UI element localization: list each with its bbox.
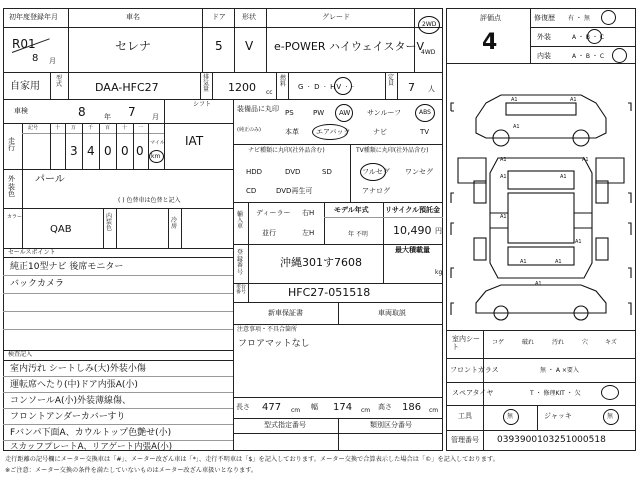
front-glass-value: 無 ・ A ×要入 — [540, 367, 579, 374]
displacement-value: 1200 — [228, 81, 256, 94]
inspector-note-5: Fバンパ下面A、カウルトップ色艶せ(小) — [10, 428, 172, 438]
damage-a1-3: A1 — [513, 124, 520, 130]
model-value: DAA-HFC27 — [95, 81, 159, 94]
mileage-unit-mile: マイル — [150, 140, 165, 146]
repair-none-circle — [601, 10, 616, 25]
damage-a1-12: A1 — [575, 239, 582, 245]
new-car-warranty: 新車保証書 — [268, 309, 303, 317]
chassis-value: HFC27-051518 — [288, 286, 371, 299]
damage-a1-6: A1 — [582, 157, 589, 163]
max-load-unit: kg — [435, 269, 443, 276]
equip-leather: 本革 — [285, 128, 299, 136]
mileage-label: 走行 — [8, 137, 15, 152]
nav-cd: CD — [246, 187, 257, 195]
height-value: 186 — [402, 402, 422, 413]
interior-color-label: 内装色 — [106, 213, 113, 232]
damage-a1-7: A1 — [560, 174, 567, 180]
doors-value: 5 — [215, 39, 223, 53]
first-reg-era: R01 — [12, 37, 36, 51]
interior-grade-options: A ・ B ・ C — [572, 53, 605, 60]
equip-pw: PW — [313, 109, 325, 117]
grade-value: e-POWER ハイウェイスターV — [274, 40, 424, 53]
shape-value: V — [245, 39, 254, 53]
equipment-title: 装備品に丸印 — [237, 105, 279, 113]
mileage-header-2: 万 — [71, 125, 77, 131]
drive-2wd: 2WD — [422, 21, 437, 28]
score-value: 4 — [482, 30, 498, 55]
vehicle-manual: 車両取説 — [378, 309, 406, 317]
width-unit: cm — [361, 407, 371, 414]
selling-point-2: バックカメラ — [10, 279, 65, 289]
displacement-unit: cc — [266, 89, 273, 96]
width-label: 幅 — [311, 403, 318, 411]
length-value: 477 — [262, 402, 282, 413]
selling-point-1: 純正10型ナビ 後席モニター — [10, 262, 124, 272]
exterior-color-label: 外装色 — [8, 175, 15, 199]
tv-analog: アナログ — [362, 187, 390, 195]
name-label: 車名 — [126, 13, 140, 21]
mileage-header-1: 十 — [55, 125, 61, 131]
fuel-hv-circle — [334, 77, 352, 95]
mileage-digit-1: 3 — [70, 144, 78, 158]
grade-label: グレード — [322, 13, 350, 21]
seat-hole: 穴 — [582, 339, 589, 346]
use-value: 自家用 — [10, 81, 40, 92]
tv-oneseg: ワンセグ — [405, 168, 433, 176]
seat-scorch: コゲ — [492, 339, 505, 346]
mileage-header-6: 一 — [138, 125, 144, 131]
capacity-unit: 人 — [428, 85, 435, 93]
first-reg-month: 8 — [32, 53, 39, 64]
import-label: 輸入車 — [237, 211, 244, 230]
inspection-label: 車検 — [14, 107, 28, 115]
chassis-label: 車台番号 — [236, 284, 247, 295]
first-reg-label: 初年度登録年月 — [9, 13, 58, 21]
width-value: 174 — [333, 402, 353, 413]
interior-c-circle — [612, 48, 627, 63]
spare-tire-label: スペアタイヤ — [452, 389, 494, 397]
inspector-note-4: フロントアンダーカバーすり — [10, 412, 126, 422]
damage-a1-4: A1 — [500, 157, 507, 163]
management-value: 0393900103251000518 — [497, 435, 606, 445]
management-label: 管理番号 — [451, 436, 479, 444]
score-label: 評価点 — [480, 14, 501, 22]
mileage-digit-5: 0 — [136, 144, 144, 158]
model-label: 型式 — [56, 75, 63, 88]
inspection-year-unit: 年 — [104, 113, 111, 121]
footer-line-2: ※ご注意：メーター交換の条件を満たしていないものはメーター改ざん車扱いとなります。 — [5, 467, 258, 474]
mileage-header-4: 百 — [105, 125, 111, 131]
capacity-value: 7 — [408, 81, 415, 94]
fuel-label: 燃料 — [280, 75, 287, 88]
color-code-value: QAB — [50, 224, 72, 235]
class-designation-label: 類別区分番号 — [370, 421, 412, 429]
import-left: 左H — [302, 229, 315, 237]
inspector-note-3: コンソールA(小)外装薄線傷、 — [10, 396, 131, 406]
inspector-notes-title: 検査記入 — [8, 351, 33, 358]
repair-label: 修復歴 — [534, 14, 555, 22]
mileage-digit-3: 0 — [104, 144, 112, 158]
front-glass-label: フロントガラス — [450, 366, 499, 374]
tv-types-title: TV種類に丸印(社外品含む) — [356, 147, 429, 154]
seat-dirt: 汚れ — [552, 339, 565, 346]
length-label: 長さ — [236, 403, 250, 411]
capacity-label: 定員 — [388, 74, 395, 87]
max-load-label: 最大積載量 — [395, 246, 430, 254]
inspection-year: 8 — [78, 105, 86, 119]
displacement-label: 排気量 — [203, 74, 210, 93]
spare-missing-circle — [601, 385, 619, 400]
exterior-color-note: ( ) 色替車は色替と記入 — [118, 197, 181, 204]
damage-a1-5: A1 — [500, 174, 507, 180]
shape-label: 形状 — [242, 13, 256, 21]
mileage-header-3: 千 — [88, 125, 94, 131]
registration-label: 登録番号 — [237, 249, 244, 276]
repair-options: 有 ・ 無 — [568, 15, 590, 22]
equip-airbag: エアバック — [316, 128, 351, 136]
length-unit: cm — [291, 407, 301, 414]
equip-aw: AW — [339, 109, 351, 117]
seat-scratch: キズ — [605, 339, 617, 346]
shift-value: IAT — [185, 134, 204, 148]
jack-value: 無 — [607, 413, 614, 420]
inspector-note-2: 運転席ヘたり(中)ドア内張A(小) — [10, 380, 138, 390]
nav-dvd-playback: DVD再生可 — [276, 187, 313, 195]
exterior-color-value: パール — [35, 174, 65, 185]
mileage-header-5: 十 — [122, 125, 128, 131]
recycle-label: リサイクル預託金 — [385, 206, 441, 214]
nav-types-title: ナビ種類に丸印(社外品含む) — [248, 147, 325, 154]
damage-a1-9: A1 — [520, 259, 527, 265]
height-label: 高さ — [378, 403, 392, 411]
inspection-month-unit: 月 — [152, 113, 159, 121]
exterior-grade-label: 外装 — [537, 33, 551, 41]
interior-grade-label: 内装 — [537, 52, 551, 60]
mileage-unit-km: km — [151, 153, 161, 160]
interior-seat-label: 室内シート — [452, 335, 480, 352]
inspection-month: 7 — [128, 105, 136, 119]
equip-sunroof: サンルーフ — [367, 109, 402, 117]
equip-tv: TV — [420, 128, 430, 136]
first-reg-month-unit: 月 — [49, 57, 56, 65]
tools-value: 無 — [507, 413, 514, 420]
tv-fullseg: フルセグ — [362, 168, 390, 176]
fuel-options: G · D · HV · · — [298, 83, 356, 91]
recycle-unit: 円 — [435, 227, 442, 235]
model-year-label: モデル年式 — [334, 206, 369, 214]
jack-label: ジャッキ — [544, 412, 572, 420]
equipment-subtitle: (純正のみ) — [237, 127, 261, 133]
doors-label: ドア — [212, 13, 226, 21]
inspector-note-1: 室内汚れ シートしみ(大)外装小傷 — [10, 364, 146, 374]
seat-tear: 破れ — [522, 339, 535, 346]
damage-a1-10: A1 — [555, 259, 562, 265]
registration-value: 沖縄301す7608 — [280, 256, 362, 269]
drive-4wd: 4WD — [421, 49, 436, 56]
car-name: セレナ — [115, 39, 152, 53]
color-code-label: カラー — [7, 214, 23, 220]
nav-dvd: DVD — [285, 168, 301, 176]
height-unit: cm — [429, 407, 439, 414]
damage-a1-8: A1 — [500, 214, 507, 220]
import-used: 並行 — [262, 229, 276, 237]
shift-label: シフト — [193, 101, 212, 108]
recycle-value: 10,490 — [393, 224, 432, 237]
equip-nav: ナビ — [373, 128, 387, 136]
inspector-note-6: スカッフプレートA、リアゲート内張A(小) — [10, 442, 173, 452]
mileage-header-symbol: 記号 — [28, 125, 39, 131]
import-dealer: ディーラー — [256, 209, 291, 217]
mileage-digit-4: 0 — [121, 144, 129, 158]
damage-a1-2: A1 — [570, 97, 577, 103]
notes-value: フロアマットなし — [238, 339, 310, 349]
model-year-value: 年 不明 — [348, 231, 368, 238]
import-right: 右H — [302, 209, 315, 217]
nav-hdd: HDD — [246, 168, 263, 176]
mileage-digit-2: 4 — [87, 144, 95, 158]
tools-label: 工具 — [458, 412, 472, 420]
exterior-b-circle — [587, 29, 602, 44]
exterior-grade-options: A ・ B ・ C — [572, 34, 605, 41]
selling-points-title: セールスポイント — [8, 249, 56, 256]
footer-line-1: 走行距離の記号欄にメーター交換車は「#」、メーター改ざん車は「*」、走行不明車は「$」を記入しております。メーター交換で合算表示した場合は「©」を記入しております。 — [5, 456, 499, 463]
equip-abs: ABS — [419, 109, 431, 116]
nav-sd: SD — [322, 168, 332, 176]
spare-tire-value: T ・ 修理KIT ・ 欠 — [530, 390, 581, 397]
damage-a1-1: A1 — [511, 97, 518, 103]
notes-label: 注意事項・不具合箇所 — [237, 326, 298, 333]
cooler-label: 冷房 — [171, 217, 178, 230]
type-designation-label: 型式指定番号 — [264, 421, 306, 429]
damage-a1-11: A1 — [535, 281, 542, 287]
equip-ps: PS — [285, 109, 294, 117]
